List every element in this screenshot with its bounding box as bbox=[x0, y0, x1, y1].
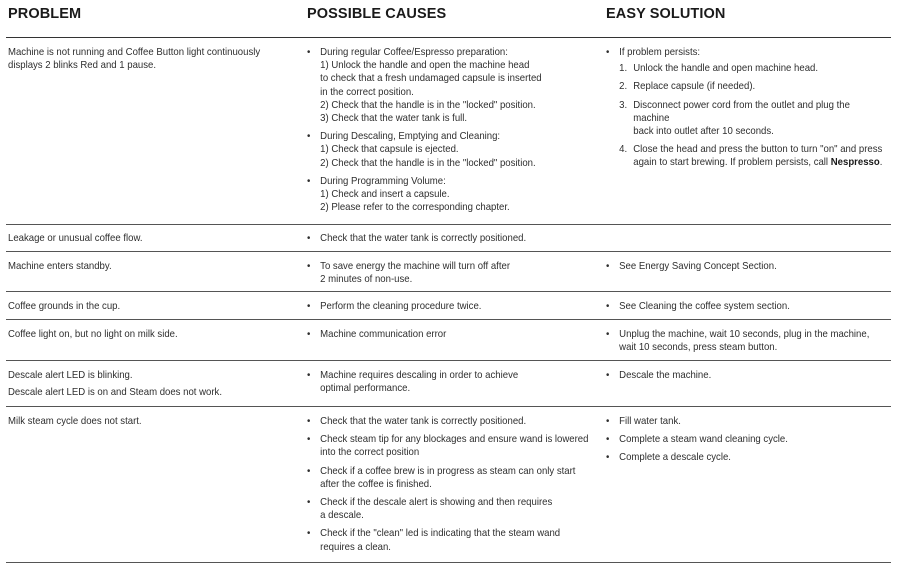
cause-item: • Check that the water tank is correctly positioned. bbox=[307, 415, 588, 428]
row-1-problem: Machine is not running and Coffee Button light continuously displays 2 blinks Red and 1 pause. bbox=[8, 47, 261, 72]
row-3-problem: Machine enters standby. bbox=[8, 261, 112, 272]
row-divider bbox=[6, 251, 891, 252]
row-2-causes bbox=[307, 232, 526, 250]
row-6-causes bbox=[307, 369, 518, 400]
solution-item: • Unplug the machine, wait 10 seconds, plug in the machine, wait 10 seconds, press steam button. bbox=[606, 328, 869, 354]
cause-item: • Check that the water tank is correctly positioned. bbox=[307, 232, 526, 245]
row-divider bbox=[6, 360, 891, 361]
cause-item: • Check if a coffee brew is in progress as steam can only start after the coffee is finished. bbox=[307, 465, 588, 491]
solution-item: • See Cleaning the coffee system section. bbox=[606, 300, 790, 313]
row-divider bbox=[6, 562, 891, 563]
row-3-solution bbox=[606, 260, 777, 278]
header-easy-solution: EASY SOLUTION bbox=[606, 6, 726, 22]
row-5-solution bbox=[606, 328, 869, 359]
solution-item: • Descale the machine. bbox=[606, 369, 711, 382]
row-divider bbox=[6, 406, 891, 407]
cause-item: • Perform the cleaning procedure twice. bbox=[307, 300, 481, 313]
cause-item: • During regular Coffee/Espresso preparation: 1) Unlock the handle and open the machine head to check that a fresh undamaged capsule is inserted in the correct position. 2) Check that the handle is in the "locked" position. 3) Check that the water tank is full. bbox=[307, 46, 542, 125]
solution-item: • Complete a steam wand cleaning cycle. bbox=[606, 433, 788, 446]
header-problem: PROBLEM bbox=[8, 6, 82, 22]
solution-item: • Complete a descale cycle. bbox=[606, 451, 788, 464]
header-possible-causes: POSSIBLE CAUSES bbox=[307, 6, 447, 22]
row-7-causes bbox=[307, 415, 588, 559]
row-divider bbox=[6, 224, 891, 225]
cause-item: • During Programming Volume: 1) Check and insert a capsule. 2) Please refer to the corresponding chapter. bbox=[307, 175, 542, 215]
solution-step: 3. Disconnect power cord from the outlet and plug the machine back into outlet after 10 seconds. bbox=[619, 99, 850, 138]
row-6-problem: Descale alert LED is blinking. Descale alert LED is on and Steam does not work. bbox=[8, 370, 222, 399]
solution-item: • Fill water tank. bbox=[606, 415, 788, 428]
row-1-solution bbox=[606, 46, 886, 175]
cause-item: • During Descaling, Emptying and Cleaning: 1) Check that capsule is ejected. 2) Check that the handle is in the "locked" position. bbox=[307, 130, 542, 170]
row-5-problem: Coffee light on, but no light on milk side. bbox=[8, 329, 178, 340]
solution-item: • See Energy Saving Concept Section. bbox=[606, 260, 777, 273]
cause-item: • Machine communication error bbox=[307, 328, 446, 341]
row-divider bbox=[6, 319, 891, 320]
cause-item: • Machine requires descaling in order to achieve optimal performance. bbox=[307, 369, 518, 395]
row-3-causes bbox=[307, 260, 510, 291]
header-divider bbox=[6, 37, 891, 38]
row-1-causes bbox=[307, 46, 542, 219]
row-6-solution bbox=[606, 369, 711, 387]
row-4-problem: Coffee grounds in the cup. bbox=[8, 301, 121, 312]
cause-item: • To save energy the machine will turn off after 2 minutes of non-use. bbox=[307, 260, 510, 286]
row-4-causes bbox=[307, 300, 481, 318]
row-4-solution bbox=[606, 300, 790, 318]
cause-item: • Check steam tip for any blockages and ensure wand is lowered into the correct position bbox=[307, 433, 588, 459]
row-7-solution bbox=[606, 415, 788, 470]
row-2-problem: Leakage or unusual coffee flow. bbox=[8, 233, 143, 244]
solution-step: 2. Replace capsule (if needed). bbox=[619, 81, 756, 93]
brand-name: Nespresso bbox=[830, 157, 880, 169]
cause-item: • Check if the "clean" led is indicating that the steam wand requires a clean. bbox=[307, 527, 588, 553]
cause-item: • Check if the descale alert is showing and then requires a descale. bbox=[307, 496, 588, 522]
solution-item: • If problem persists: bbox=[606, 46, 886, 59]
solution-step: 1. Unlock the handle and open machine head. bbox=[619, 63, 819, 75]
solution-step: 4. Close the head and press the button to turn "on" and press again to start brewing. If problem persists, call Nespresso. bbox=[619, 144, 883, 169]
row-7-problem: Milk steam cycle does not start. bbox=[8, 416, 142, 427]
row-5-causes bbox=[307, 328, 446, 346]
